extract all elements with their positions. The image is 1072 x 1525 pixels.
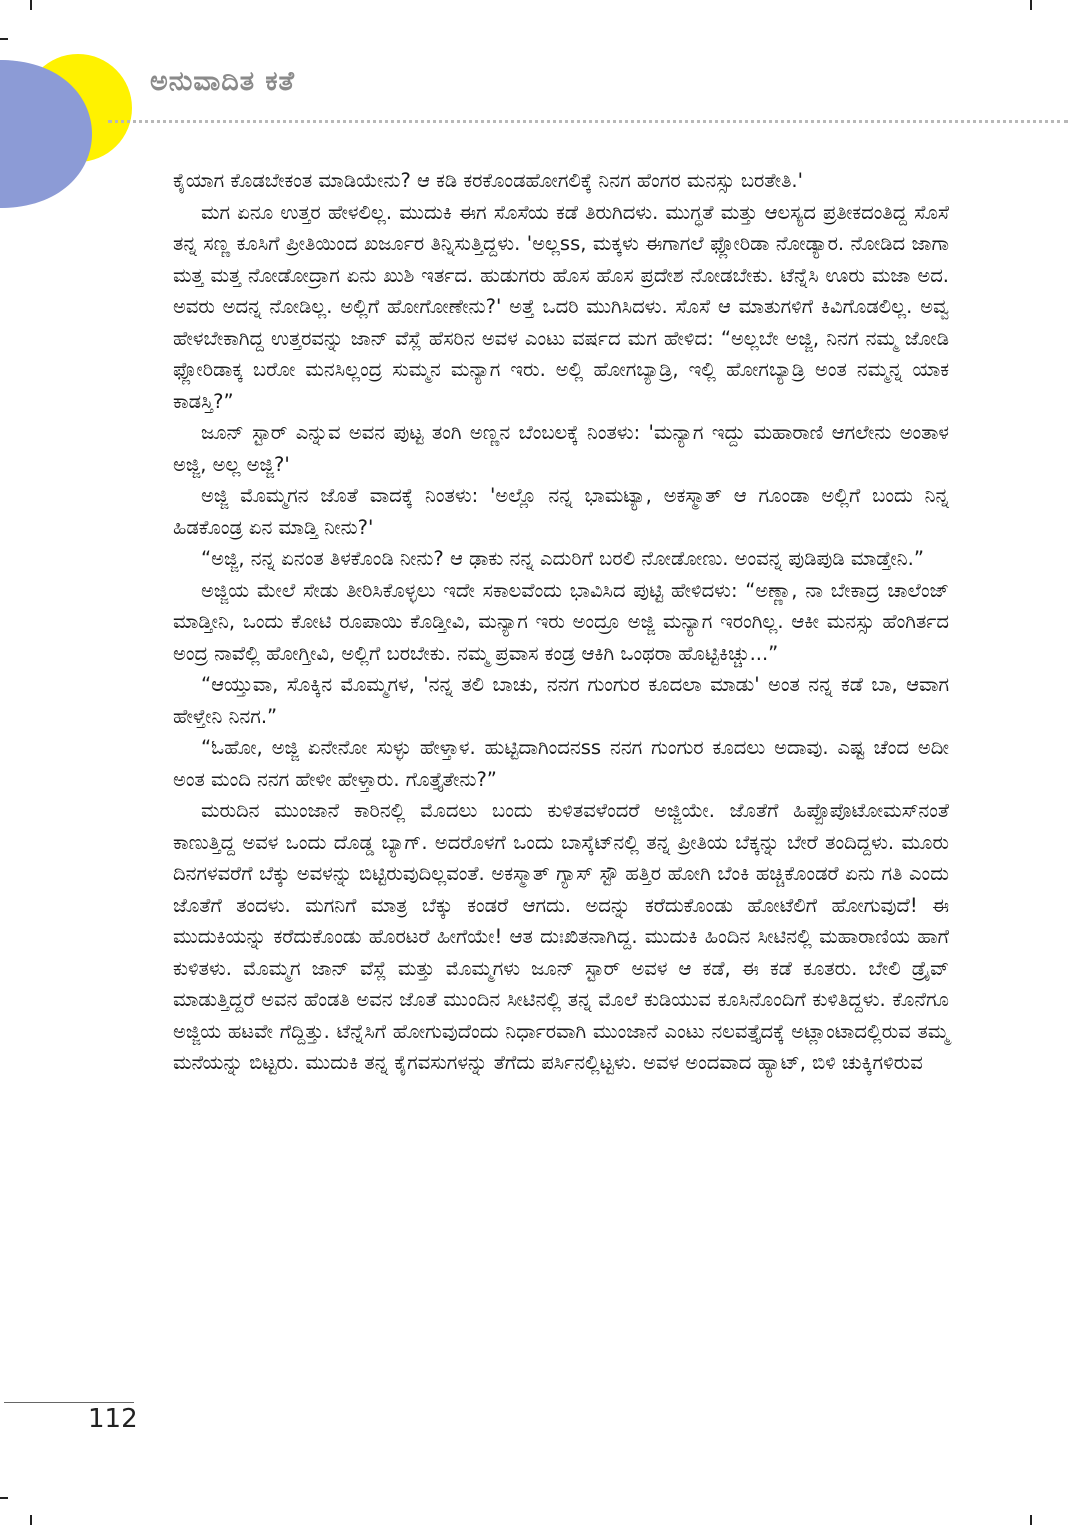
corner-decoration [0, 0, 140, 220]
crop-mark-top-right [1030, 0, 1032, 10]
paragraph: “ಅಜ್ಜಿ, ನನ್ನ ಏನಂತ ತಿಳಕೊಂಡಿ ನೀನು? ಆ ಢಾಕು ನನ್ನ ಎದುರಿಗೆ ಬರಲಿ ನೋಡೋಣು. ಅಂವನ್ನ ಪುಡಿಪುಡಿ ಮಾಡ್ತೇನಿ.” [201, 547, 924, 570]
paragraph: ಕೈಯಾಗ ಕೊಡಬೇಕಂತ ಮಾಡಿಯೇನು? ಆ ಕಡಿ ಕರಕೊಂಡಹೋಗಲಿಕ್ಕೆ ನಿನಗ ಹೆಂಗರ ಮನಸ್ಸು ಬರತೇತಿ.' [173, 169, 803, 192]
paragraph: ಜೂನ್ ಸ್ಟಾರ್ ಎನ್ನುವ ಅವನ ಪುಟ್ಟ ತಂಗಿ ಅಣ್ಣನ ಬೆಂಬಲಕ್ಕೆ ನಿಂತಳು: 'ಮನ್ಯಾಗ ಇದ್ದು ಮಹಾರಾಣಿ ಆಗಲೇನು ಅಂತಾಳ ಅಜ್ಜಿ, ಅಲ್ಲ ಅಜ್ಜಿ?' [173, 421, 949, 476]
story-body [173, 165, 949, 1079]
paragraph: ಮರುದಿನ ಮುಂಜಾನೆ ಕಾರಿನಲ್ಲಿ ಮೊದಲು ಬಂದು ಕುಳಿತವಳೆಂದರೆ ಅಜ್ಜಿಯೇ. ಜೊತೆಗೆ ಹಿಪ್ಪೊಪೊಟೋಮಸ್‌ನಂತೆ ಕಾಣುತ್ತಿದ್ದ ಅವಳ ಒಂದು ದೊಡ್ಡ ಬ್ಯಾಗ್. ಅದರೊಳಗೆ ಒಂದು ಬಾಸ್ಕೆಟ್‌ನಲ್ಲಿ ತನ್ನ ಪ್ರೀತಿಯ ಬೆಕ್ಕನ್ನು ಬೇರೆ ತಂದಿದ್ದಳು. ಮೂರು ದಿನಗಳವರೆಗೆ ಬೆಕ್ಕು ಅವಳನ್ನು ಬಿಟ್ಟಿರುವುದಿಲ್ಲವಂತೆ. ಅಕಸ್ಮಾತ್ ಗ್ಯಾಸ್ ಸ್ಟೌ ಹತ್ತಿರ ಹೋಗಿ ಬೆಂಕಿ ಹಚ್ಚಿಕೊಂಡರೆ ಏನು ಗತಿ ಎಂದು ಜೊತೆಗೆ ತಂದಳು. ಮಗನಿಗೆ ಮಾತ್ರ ಬೆಕ್ಕು ಕಂಡರೆ ಆಗದು. ಅದನ್ನು ಕರೆದುಕೊಂಡು ಹೋಟೆಲಿಗೆ ಹೋಗುವುದೆ! ಈ ಮುದುಕಿಯನ್ನು ಕರೆದುಕೊಂಡು ಹೊರಟರೆ ಹೀಗೆಯೇ! ಆತ ದುಃಖಿತನಾಗಿದ್ದ. ಮುದುಕಿ ಹಿಂದಿನ ಸೀಟಿನಲ್ಲಿ ಮಹಾರಾಣಿಯ ಹಾಗೆ ಕುಳಿತಳು. ಮೊಮ್ಮಗ ಜಾನ್ ವೆಸ್ಲೆ ಮತ್ತು ಮೊಮ್ಮಗಳು ಜೂನ್ ಸ್ಟಾರ್ ಅವಳ ಆ ಕಡೆ, ಈ ಕಡೆ ಕೂತರು. ಬೇಲಿ ಡ್ರೈವ್ ಮಾಡುತ್ತಿದ್ದರೆ ಅವನ ಹೆಂಡತಿ ಅವನ ಜೊತೆ ಮುಂದಿನ ಸೀಟಿನಲ್ಲಿ ತನ್ನ ಮೊಲೆ ಕುಡಿಯುವ ಕೂಸಿನೊಂದಿಗೆ ಕುಳಿತಿದ್ದಳು. ಕೊನೆಗೂ ಅಜ್ಜಿಯ ಹಟವೇ ಗೆದ್ದಿತ್ತು. ಟೆನ್ನೆಸಿಗೆ ಹೋಗುವುದೆಂದು ನಿರ್ಧಾರವಾಗಿ ಮುಂಜಾನೆ ಎಂಟು ನಲವತ್ತೈದಕ್ಕೆ ಅಟ್ಲಾಂಟಾದಲ್ಲಿರುವ ತಮ್ಮ ಮನೆಯನ್ನು ಬಿಟ್ಟರು. ಮುದುಕಿ ತನ್ನ ಕೈಗವಸುಗಳನ್ನು ತೆಗೆದು ಪರ್ಸಿನಲ್ಲಿಟ್ಟಳು. ಅವಳ ಅಂದವಾದ ಹ್ಯಾಟ್, ಬಿಳಿ ಚುಕ್ಕಿಗಳಿರುವ [173, 799, 949, 1074]
paragraph: “ಓಹೋ, ಅಜ್ಜಿ ಏನೇನೋ ಸುಳ್ಳು ಹೇಳ್ತಾಳ. ಹುಟ್ಟಿದಾಗಿಂದನss ನನಗ ಗುಂಗುರ ಕೂದಲು ಅದಾವು. ಎಷ್ಟ ಚೆಂದ ಅದೀ ಅಂತ ಮಂದಿ ನನಗ ಹೇಳೀ ಹೇಳ್ತಾರು. ಗೊತ್ತೈತೇನು?” [173, 736, 949, 791]
crop-mark-bottom-right [1030, 1515, 1032, 1525]
section-header-title: ಅನುವಾದಿತ ಕತೆ [150, 66, 295, 97]
page-number-rule [4, 1402, 134, 1403]
crop-mark-bottom-left [30, 1515, 32, 1525]
paragraph: ಮಗ ಏನೂ ಉತ್ತರ ಹೇಳಲಿಲ್ಲ. ಮುದುಕಿ ಈಗ ಸೊಸೆಯ ಕಡೆ ತಿರುಗಿದಳು. ಮುಗ್ಧತೆ ಮತ್ತು ಆಲಸ್ಯದ ಪ್ರತೀಕದಂತಿದ್ದ ಸೊಸೆ ತನ್ನ ಸಣ್ಣ ಕೂಸಿಗೆ ಪ್ರೀತಿಯಿಂದ ಖರ್ಜೂರ ತಿನ್ನಿಸುತ್ತಿದ್ದಳು. 'ಅಲ್ಲss, ಮಕ್ಕಳು ಈಗಾಗಲೆ ಫ್ಲೋರಿಡಾ ನೋಡ್ಯಾರ. ನೋಡಿದ ಜಾಗಾ ಮತ್ತ ಮತ್ತ ನೋಡೋದ್ರಾಗ ಏನು ಖುಶಿ ಇರ್ತದ. ಹುಡುಗರು ಹೊಸ ಹೊಸ ಪ್ರದೇಶ ನೋಡಬೇಕು. ಟೆನ್ನೆಸಿ ಊರು ಮಜಾ ಅದ. ಅವರು ಅದನ್ನ ನೋಡಿಲ್ಲ. ಅಲ್ಲಿಗೆ ಹೋಗೋಣೇನು?' ಅತ್ತೆ ಒದರಿ ಮುಗಿಸಿದಳು. ಸೊಸೆ ಆ ಮಾತುಗಳಿಗೆ ಕಿವಿಗೊಡಲಿಲ್ಲ. ಅವ್ವ ಹೇಳಬೇಕಾಗಿದ್ದ ಉತ್ತರವನ್ನು ಜಾನ್ ವೆಸ್ಲೆ ಹೆಸರಿನ ಅವಳ ಎಂಟು ವರ್ಷದ ಮಗ ಹೇಳಿದ: “ಅಲ್ಲಬೇ ಅಜ್ಜಿ, ನಿನಗ ನಮ್ಮ ಜೋಡಿ ಫ್ಲೋರಿಡಾಕ್ಕ ಬರೋ ಮನಸಿಲ್ಲಂದ್ರ ಸುಮ್ಮನ ಮನ್ಯಾಗ ಇರು. ಅಲ್ಲಿ ಹೋಗಬ್ಯಾಡ್ರಿ, ಇಲ್ಲಿ ಹೋಗಬ್ಯಾಡ್ರಿ ಅಂತ ನಮ್ಮನ್ನ ಯಾಕ ಕಾಡಸ್ತಿ?” [173, 200, 949, 413]
crop-mark-left-lower [0, 1497, 8, 1499]
paragraph: ಅಜ್ಜಿ ಮೊಮ್ಮಗನ ಜೊತೆ ವಾದಕ್ಕೆ ನಿಂತಳು: 'ಅಲ್ಲೊ ನನ್ನ ಭಾಮಟ್ಯಾ, ಅಕಸ್ಮಾತ್ ಆ ಗೂಂಡಾ ಅಲ್ಲಿಗೆ ಬಂದು ನಿನ್ನ ಹಿಡಕೊಂಡ್ರ ಏನ ಮಾಡ್ತಿ ನೀನು?' [173, 484, 949, 539]
header-dotted-rule [108, 120, 1068, 123]
paragraph: “ಆಯ್ತುವಾ, ಸೊಕ್ಕಿನ ಮೊಮ್ಮಗಳ, 'ನನ್ನ ತಲಿ ಬಾಚು, ನನಗ ಗುಂಗುರ ಕೂದಲಾ ಮಾಡು' ಅಂತ ನನ್ನ ಕಡೆ ಬಾ, ಆವಾಗ ಹೇಳ್ತೇನಿ ನಿನಗ.” [173, 673, 949, 728]
paragraph: ಅಜ್ಜಿಯ ಮೇಲೆ ಸೇಡು ತೀರಿಸಿಕೊಳ್ಳಲು ಇದೇ ಸಕಾಲವೆಂದು ಭಾವಿಸಿದ ಪುಟ್ಟಿ ಹೇಳಿದಳು: “ಅಣ್ಣಾ, ನಾ ಬೇಕಾದ್ರ ಚಾಲೆಂಜ್ ಮಾಡ್ತೀನಿ, ಒಂದು ಕೋಟಿ ರೂಪಾಯಿ ಕೊಡ್ತೀವಿ, ಮನ್ಯಾಗ ಇರು ಅಂದ್ರೂ ಅಜ್ಜಿ ಮನ್ಯಾಗ ಇರಂಗಿಲ್ಲ. ಆಕೀ ಮನಸ್ಸು ಹೆಂಗಿರ್ತದ ಅಂದ್ರ ನಾವೆಲ್ಲಿ ಹೋಗ್ತೀವಿ, ಅಲ್ಲಿಗೆ ಬರಬೇಕು. ನಮ್ಮ ಪ್ರವಾಸ ಕಂಡ್ರ ಆಕಿಗಿ ಒಂಥರಾ ಹೊಟ್ಟಿಕಿಚ್ಚು...” [173, 578, 949, 665]
page-number: 112 [88, 1404, 138, 1434]
